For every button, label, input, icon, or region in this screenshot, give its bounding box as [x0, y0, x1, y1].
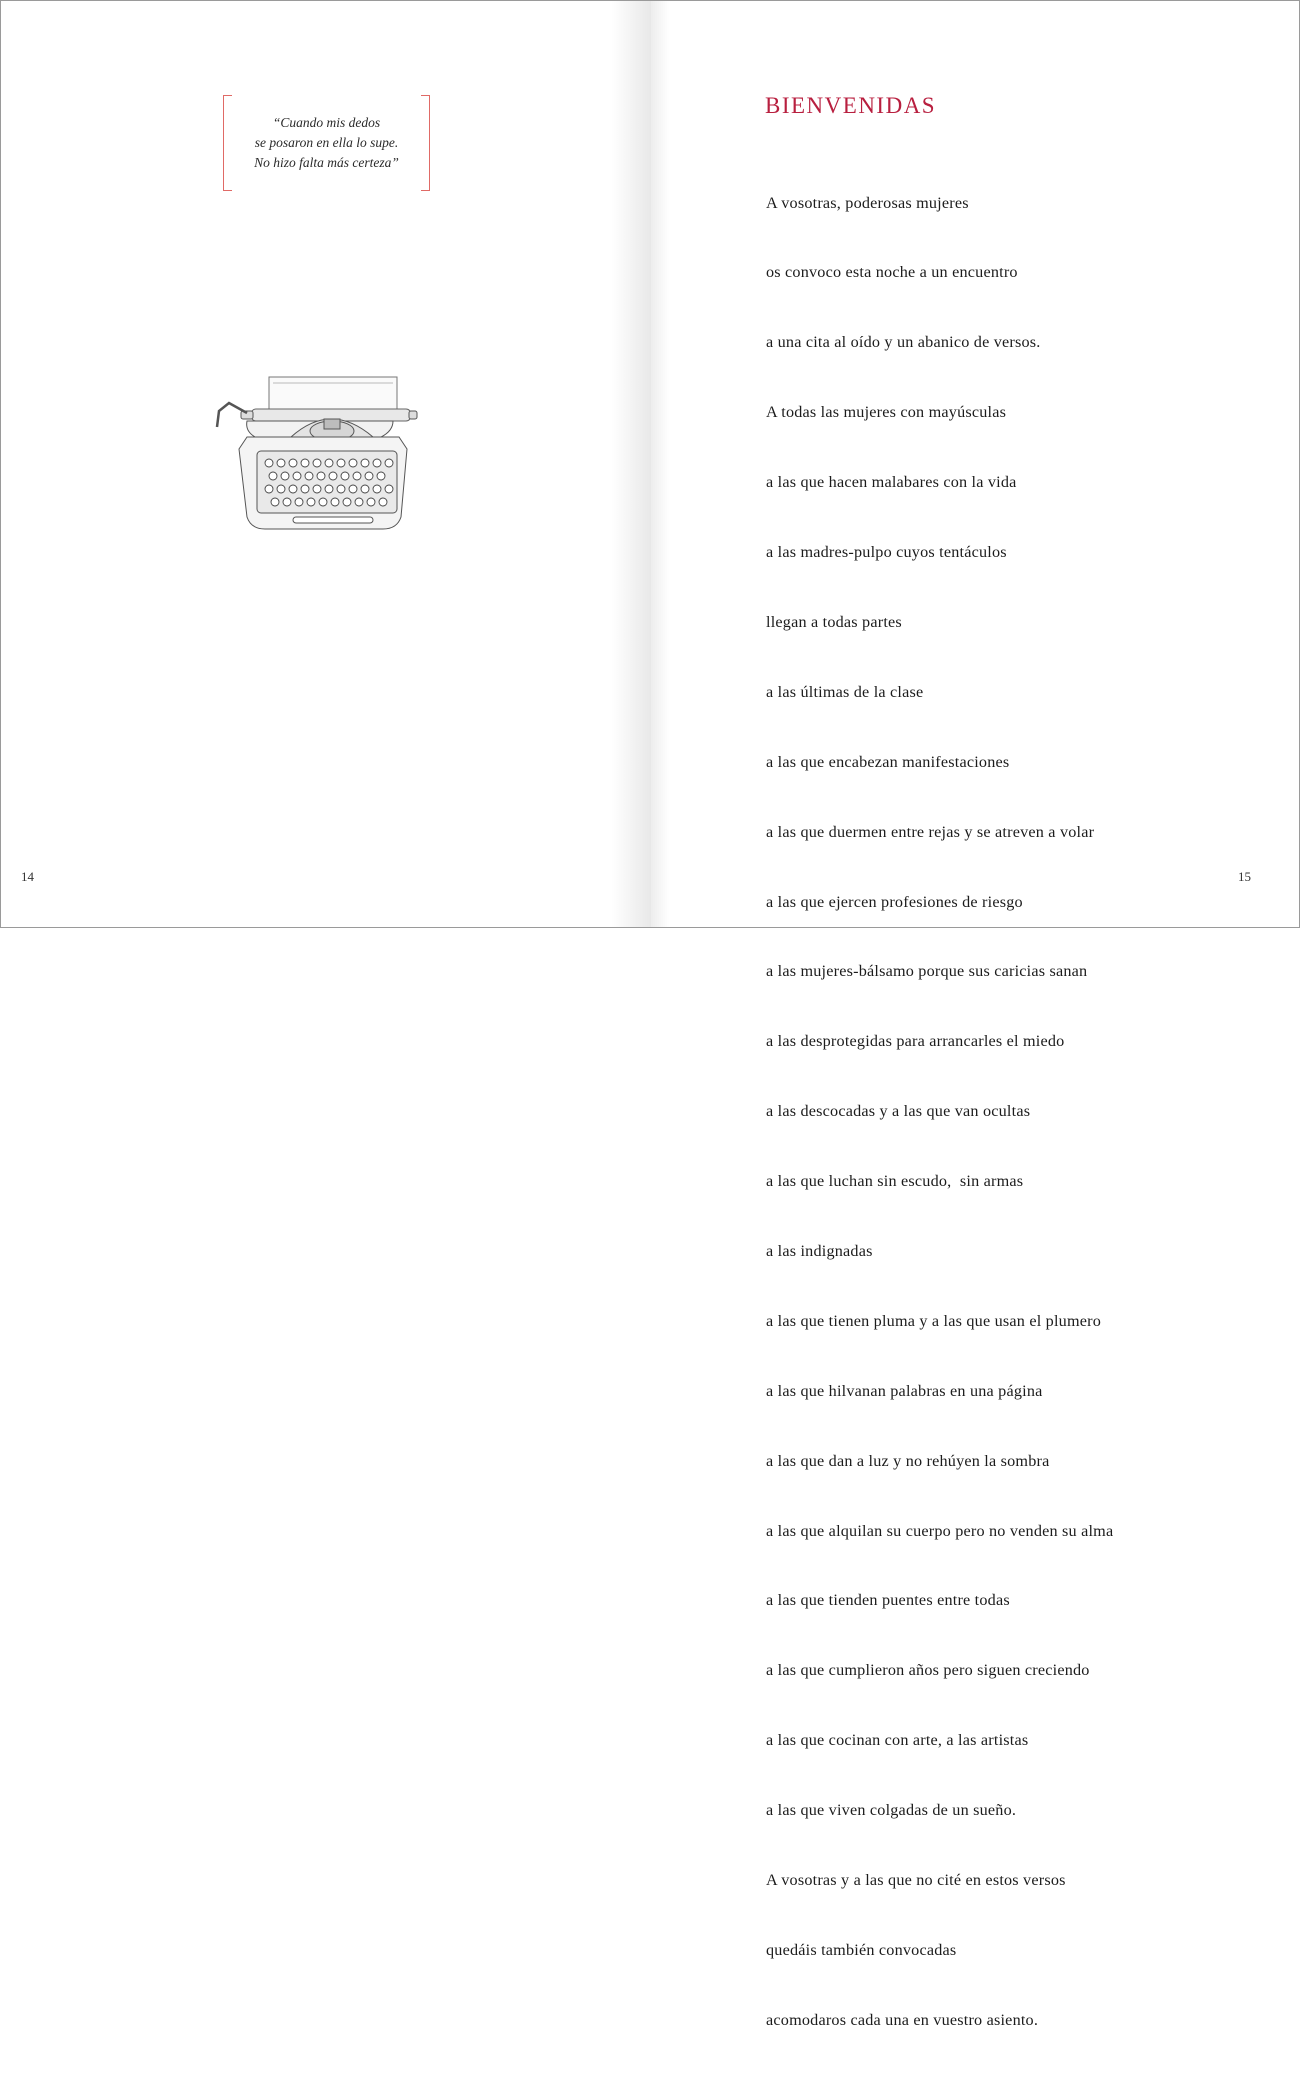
poem-line: acomodaros cada una en vuestro asiento.	[766, 2010, 1039, 2029]
poem-line: a las que luchan sin escudo, sin armas	[766, 1172, 1024, 1191]
quote-line: No hizo falta más certeza”	[254, 155, 399, 170]
poem-line: A vosotras, poderosas mujeres	[766, 193, 969, 212]
poem-line: a las que duermen entre rejas y se atreven a volar	[766, 822, 1095, 841]
poem-line: a las últimas de la clase	[766, 682, 924, 701]
epigraph-quote	[235, 113, 418, 173]
poem-line: a las que hacen malabares con la vida	[766, 473, 1017, 492]
epigraph-box	[223, 95, 430, 189]
poem-line: a las indignadas	[766, 1241, 873, 1260]
poem-line: a las que cumplieron años pero siguen creciendo	[766, 1661, 1090, 1680]
poem-line: a las que cocinan con arte, a las artistas	[766, 1731, 1029, 1750]
poem-line: a las que encabezan manifestaciones	[766, 752, 1010, 771]
poem-line: a las mujeres-bálsamo porque sus caricias sanan	[766, 962, 1088, 981]
left-page	[1, 1, 651, 927]
poem-line: A vosotras y a las que no cité en estos versos	[766, 1870, 1066, 1889]
poem-line: a las que alquilan su cuerpo pero no venden su alma	[766, 1521, 1114, 1540]
page-number-left: 14	[21, 869, 34, 884]
poem-line: a las que viven colgadas de un sueño.	[766, 1801, 1017, 1820]
poem-line: quedáis también convocadas	[766, 1940, 957, 1959]
gutter-shadow	[611, 1, 651, 927]
poem-line: a las desprotegidas para arrancarles el miedo	[766, 1032, 1065, 1051]
quote-line: “Cuando mis dedos	[272, 115, 381, 130]
poem-body	[766, 145, 1113, 2079]
poem-line: a las que hilvanan palabras en una página	[766, 1381, 1043, 1400]
typewriter-icon	[211, 371, 421, 531]
poem-line: a las que tienden puentes entre todas	[766, 1591, 1010, 1610]
poem-title: BIENVENIDAS	[765, 93, 937, 118]
poem-line: llegan a todas partes	[766, 612, 902, 631]
poem-line: a las que ejercen profesiones de riesgo	[766, 892, 1023, 911]
poem-line: a las descocadas y a las que van ocultas	[766, 1102, 1031, 1121]
poem-line: a las que dan a luz y no rehúyen la sombra	[766, 1451, 1050, 1470]
right-page	[651, 1, 1299, 2029]
poem-line: a las que tienen pluma y a las que usan el plumero	[766, 1311, 1101, 1330]
poem-line: a las madres-pulpo cuyos tentáculos	[766, 543, 1007, 562]
poem-line: os convoco esta noche a un encuentro	[766, 263, 1018, 282]
poem-line: A todas las mujeres con mayúsculas	[766, 403, 1007, 422]
gutter-shadow	[651, 1, 669, 927]
right-bracket	[421, 95, 430, 191]
page-number-right: 15	[1238, 869, 1251, 884]
poem-line: a una cita al oído y un abanico de versos.	[766, 333, 1041, 352]
left-bracket	[223, 95, 232, 191]
quote-line: se posaron en ella lo supe.	[254, 135, 399, 150]
